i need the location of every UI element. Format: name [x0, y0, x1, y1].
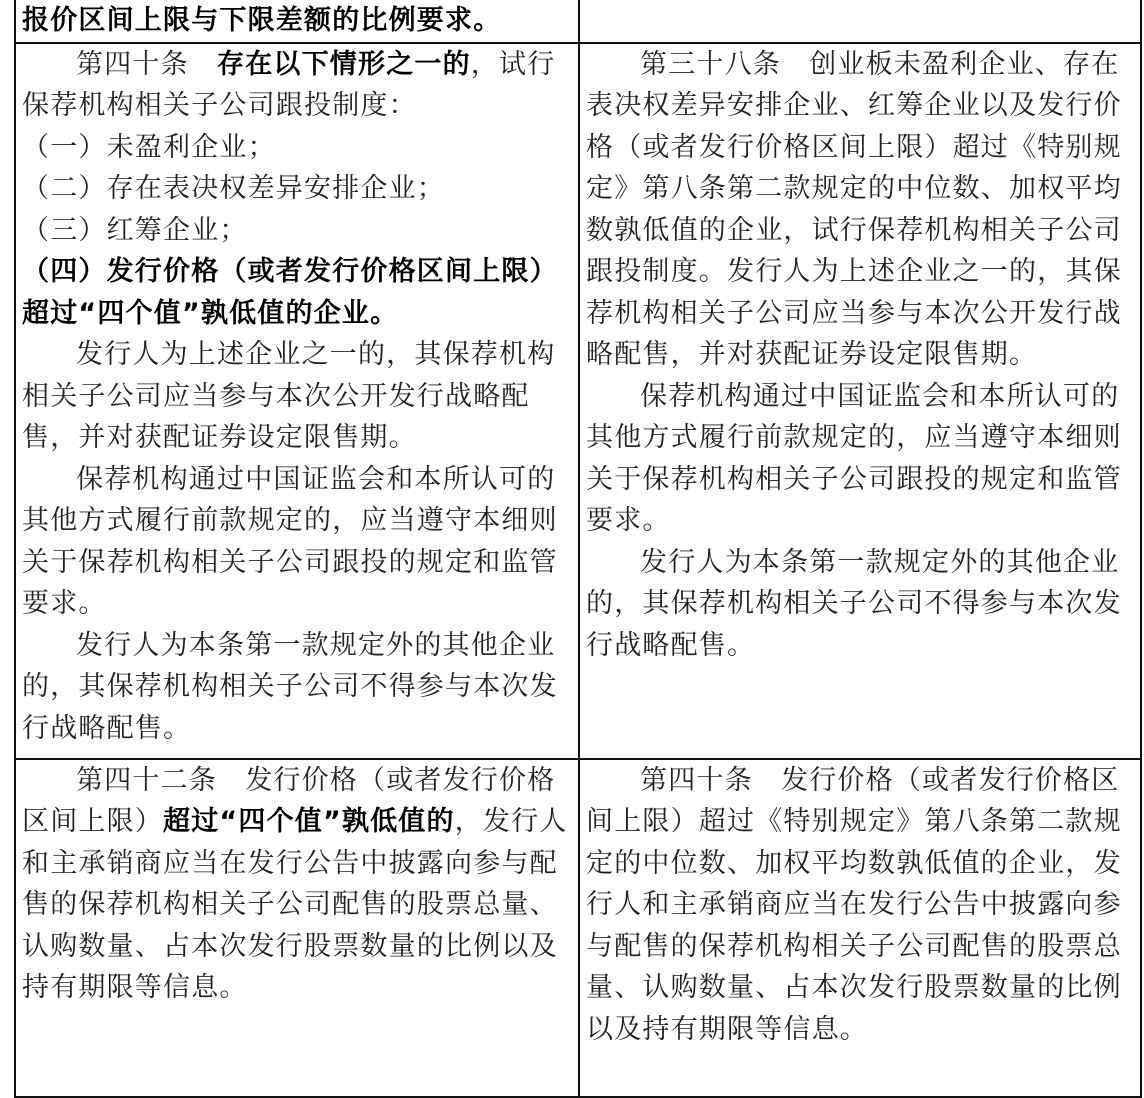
table-row [15, 759, 1141, 1097]
clause-paragraph [22, 760, 572, 1009]
clause-text: （三）红筹企业； [22, 214, 248, 246]
right-cell [579, 0, 1141, 43]
clause-text: （一）未盈利企业； [22, 131, 276, 163]
clause-paragraph [586, 760, 1134, 1051]
clause-paragraph [22, 334, 572, 459]
emphasized-text: （四）发行价格（或者发行价格区间上限）超过“四个值”孰低值的企业。 [22, 256, 558, 329]
clause-paragraph [22, 44, 572, 127]
clause-text: 发行人为上述企业之一的，其保荐机构相关子公司应当参与本次公开发行战略配售，并对获配证券设定限售期。 [22, 339, 556, 453]
right-cell [579, 759, 1141, 1097]
left-cell [15, 759, 579, 1097]
clause-text: 保荐机构通过中国证监会和本所认可的其他方式履行前款规定的，应当遵守本细则关于保荐机构相关子公司跟投的规定和监管要求。 [22, 463, 558, 619]
emphasized-text: 超过“四个值”孰低值的 [163, 806, 455, 837]
emphasized-text: 报价区间上限与下限差额的比例要求。 [22, 5, 502, 36]
clause-paragraph [586, 542, 1134, 667]
clause-text: 第四十二条 发行价格（或者发行价格区间上限） [22, 764, 556, 837]
left-cell [15, 43, 579, 759]
clause-paragraph [22, 210, 572, 252]
clause-paragraph [586, 376, 1134, 542]
table-row [15, 43, 1141, 759]
clause-text: 保荐机构通过中国证监会和本所认可的其他方式履行前款规定的，应当遵守本细则关于保荐机构相关子公司跟投的规定和监管要求。 [586, 380, 1122, 536]
clause-paragraph [22, 625, 572, 750]
clause-paragraph [586, 44, 1134, 376]
clause-text: 发行人为本条第一款规定外的其他企业的，其保荐机构相关子公司不得参与本次发行战略配售。 [586, 546, 1122, 661]
clause-paragraph [22, 459, 572, 625]
clause-text: 发行人为本条第一款规定外的其他企业的，其保荐机构相关子公司不得参与本次发行战略配售。 [22, 629, 558, 744]
clause-paragraph [22, 0, 572, 42]
clause-text: 第四十条 发行价格（或者发行价格区间上限）超过《特别规定》第八条第二款规定的中位数、加权平均数孰低值的企业，发行人和主承销商应当在发行公告中披露向参与配售的保荐机构相关子公司配售的股票总量、认购数量、占本次发行股票数量的比例以及持有期限等信息。 [586, 764, 1122, 1045]
clause-paragraph [22, 168, 572, 210]
emphasized-text: 存在以下情形之一的 [217, 48, 471, 80]
clause-text: （二）存在表决权差异安排企业； [22, 173, 445, 204]
clause-text: ，发行人和主承销商应当在发行公告中披露向参与配售的保荐机构相关子公司配售的股票总量、认购数量、占本次发行股票数量的比例以及持有期限等信息。 [22, 806, 568, 1003]
clause-text: ，试行保荐机构相关子公司跟投制度： [22, 48, 556, 121]
clause-text: 第四十条 [76, 48, 217, 80]
right-cell [579, 43, 1141, 759]
left-cell [15, 0, 579, 43]
clause-paragraph [22, 251, 572, 334]
table-row [15, 0, 1141, 43]
comparison-table [14, 0, 1142, 1098]
clause-text: 第三十八条 创业板未盈利企业、存在表决权差异安排企业、红筹企业以及发行价格（或者发行价格区间上限）超过《特别规定》第八条第二款规定的中位数、加权平均数孰低值的企业，试行保荐机构相关子公司跟投制度。发行人为上述企业之一的，其保荐机构相关子公司应当参与本次公开发行战略配售，并对获配证券设定限售期。 [586, 48, 1122, 370]
clause-paragraph [22, 127, 572, 169]
